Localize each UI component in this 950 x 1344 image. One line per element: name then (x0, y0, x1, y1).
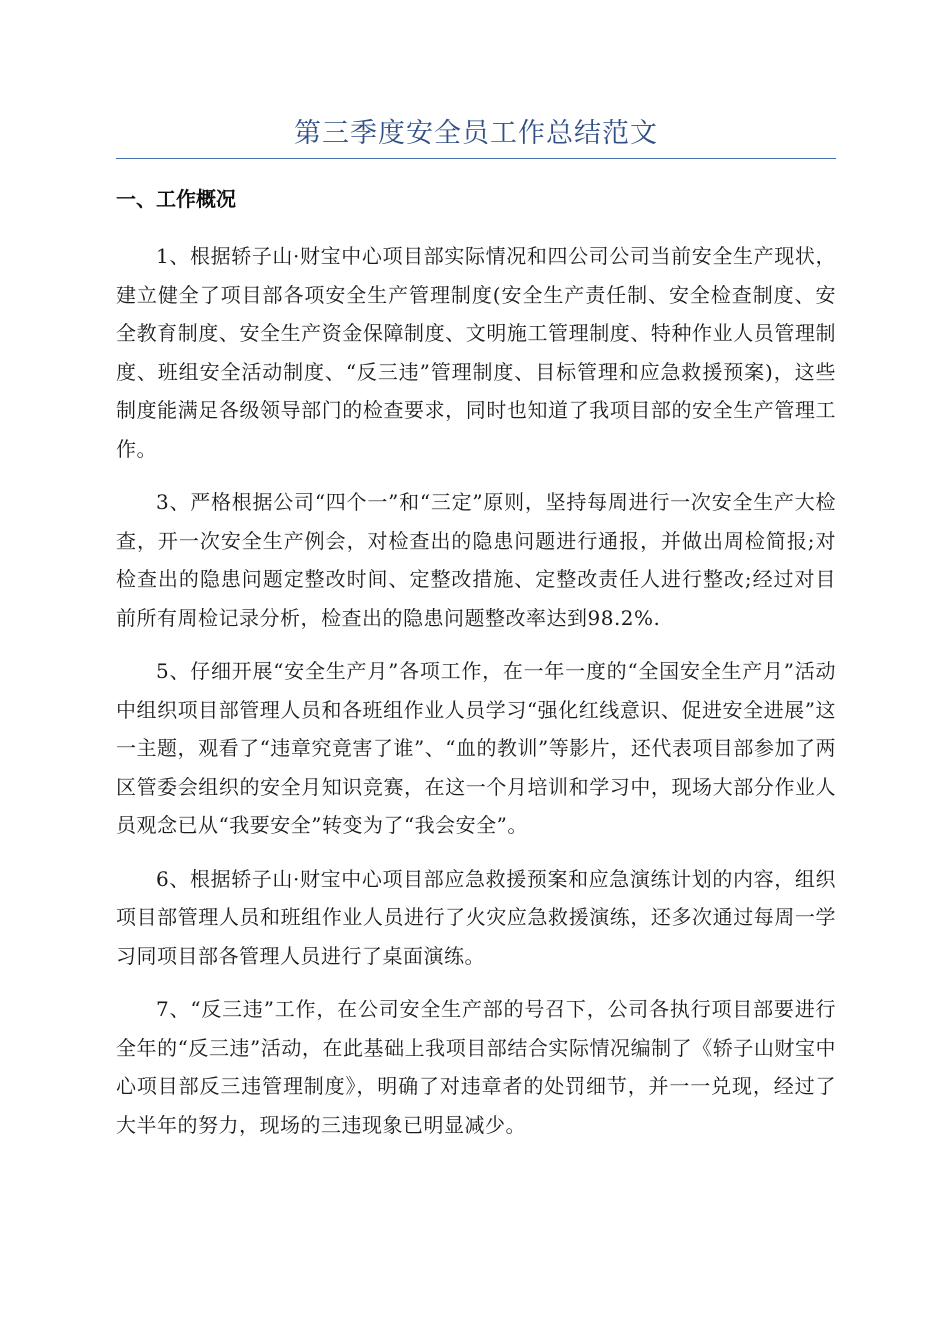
section-heading: 一、工作概况 (116, 187, 236, 211)
title-underline (116, 158, 836, 159)
paragraph-item-1: 1、根据轿子山·财宝中心项目部实际情况和四公司公司当前安全生产现状，建立健全了项目部各项安全生产管理制度(安全生产责任制、安全检查制度、安全教育制度、安全生产资金保障制度、文明施工管理制度、特种作业人员管理制度、班组安全活动制度、“反三违”管理制度、目标管理和应急救援预案)，这些制度能满足各级领导部门的检查要求，同时也知道了我项目部的安全生产管理工作。 (116, 244, 836, 461)
document-title: 第三季度安全员工作总结范文 (294, 118, 658, 149)
paragraph-item-5: 5、仔细开展“安全生产月”各项工作，在一年一度的“全国安全生产月”活动中组织项目部管理人员和各班组作业人员学习“强化红线意识、促进安全进展”这一主题，观看了“违章究竟害了谁”、“血的教训”等影片，还代表项目部参加了两区管委会组织的安全月知识竞赛，在这一个月培训和学习中，现场大部分作业人员观念已从“我要安全”转变为了“我会安全”。 (116, 659, 836, 837)
paragraph-item-6: 6、根据轿子山·财宝中心项目部应急救援预案和应急演练计划的内容，组织项目部管理人员和班组作业人员进行了火灾应急救援演练，还多次通过每周一学习同项目部各管理人员进行了桌面演练。 (116, 866, 836, 968)
paragraph-item-3: 3、严格根据公司“四个一”和“三定”原则，坚持每周进行一次安全生产大检查，开一次安全生产例会，对检查出的隐患问题进行通报，并做出周检简报;对检查出的隐患问题定整改时间、定整改措施、定整改责任人进行整改;经过对目前所有周检记录分析，检查出的隐患问题整改率达到98.2%. (116, 490, 836, 630)
paragraph-item-7: 7、“反三违”工作，在公司安全生产部的号召下，公司各执行项目部要进行全年的“反三违”活动，在此基础上我项目部结合实际情况编制了《轿子山财宝中心项目部反三违管理制度》，明确了对违章者的处罚细节，并一一兑现，经过了大半年的努力，现场的三违现象已明显减少。 (116, 997, 836, 1137)
document-page (116, 112, 836, 1159)
